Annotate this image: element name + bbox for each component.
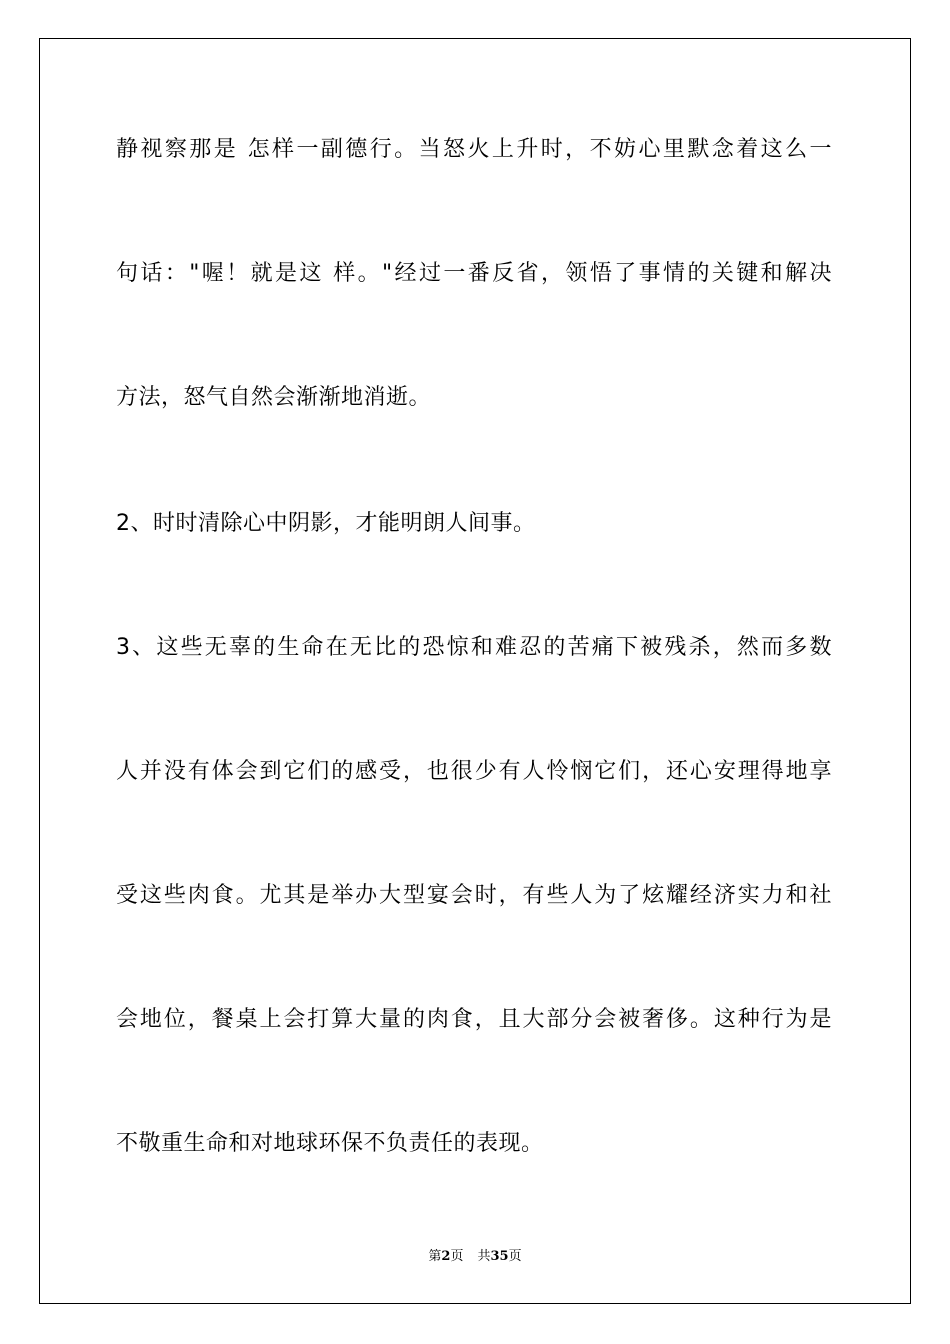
text-line: 方法，怒气自然会渐渐地消逝。 (116, 385, 432, 410)
page-prefix: 第 (428, 1249, 442, 1264)
page-footer (0, 1248, 950, 1266)
page-number: 2 (441, 1249, 451, 1264)
text-line: 3、这些无辜的生命在无比的恐惊和难忍的苦痛下被残杀，然而多数 (116, 635, 832, 660)
total-pages: 35 (490, 1249, 509, 1264)
total-prefix: 共 (477, 1249, 491, 1264)
text-line: 不敬重生命和对地球环保不负责任的表现。 (116, 1131, 544, 1156)
text-line: 句话："喔！就是这 样。"经过一番反省，领悟了事情的关键和解决 (116, 261, 832, 286)
text-line: 2、时时清除心中阴影，才能明朗人间事。 (116, 511, 536, 536)
page-border (39, 38, 911, 1304)
total-suffix: 页 (508, 1249, 522, 1264)
text-line: 人并没有体会到它们的感受，也很少有人怜悯它们，还心安理得地享 (116, 759, 832, 784)
text-line: 会地位，餐桌上会打算大量的肉食，且大部分会被奢侈。这种行为是 (116, 1007, 832, 1032)
text-line: 受这些肉食。尤其是举办大型宴会时，有些人为了炫耀经济实力和社 (116, 883, 832, 908)
text-line: 静视察那是 怎样一副德行。当怒火上升时，不妨心里默念着这么一 (116, 137, 832, 162)
page-suffix: 页 (450, 1249, 464, 1264)
